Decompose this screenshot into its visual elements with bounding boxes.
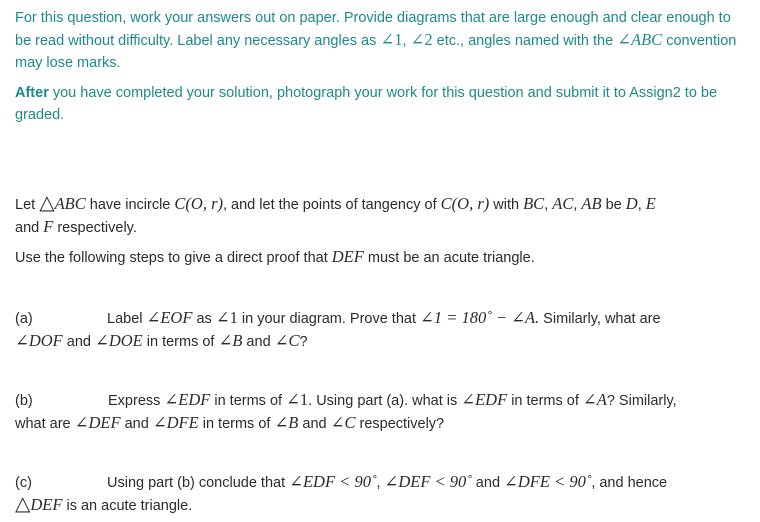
math-c: ∠C [330, 413, 356, 432]
text: and [298, 416, 331, 432]
instructions-paragraph [15, 7, 747, 74]
part-b-label: (b) [15, 393, 33, 409]
instruction-text: convention may lose marks. [15, 33, 737, 71]
math-f: F [43, 217, 54, 236]
math-edf: ∠EDF [164, 390, 211, 409]
text: , [376, 475, 385, 491]
part-c-label: (c) [15, 475, 32, 491]
math-d: D [625, 194, 638, 213]
problem-instruction [15, 246, 747, 269]
text: and [471, 475, 505, 491]
separator: , [402, 33, 411, 49]
text: respectively. [53, 220, 137, 236]
text: Use the following steps to give a direct proof that [15, 250, 332, 266]
text: in terms of [210, 393, 287, 409]
math-equation: ∠1 = 180˚ − ∠A. [420, 308, 540, 327]
text: Express [108, 393, 165, 409]
math-dof: ∠DOF [15, 331, 63, 350]
math-eof: ∠EOF [146, 308, 193, 327]
math-dfe: ∠DFE [152, 413, 199, 432]
text: , [544, 197, 553, 213]
submission-paragraph [15, 82, 747, 126]
text: be [601, 197, 626, 213]
math-b: ∠B [218, 331, 243, 350]
text: as [192, 311, 216, 327]
math-circle: C(O, r) [440, 194, 490, 213]
math-def: ∠DEF [74, 413, 121, 432]
text: , [637, 197, 646, 213]
part-b [15, 389, 747, 435]
part-c [15, 471, 747, 517]
text: Label [107, 311, 147, 327]
text: in terms of [142, 334, 219, 350]
part-a [15, 307, 747, 353]
math-doe: ∠DOE [95, 331, 143, 350]
angle-2-label: ∠2 [410, 30, 433, 49]
math-def: DEF [331, 247, 364, 266]
math-ac: AC [552, 194, 574, 213]
math-edf: ∠EDF [461, 390, 508, 409]
problem-statement [15, 193, 747, 239]
instruction-text: For this question, work your answers out on paper. Provide diagrams that are large enough and clear enough to be read without difficulty. Label any necessary angles as [15, 10, 731, 49]
text: and [120, 416, 153, 432]
text: Similarly, what are [539, 311, 661, 327]
instruction-text: etc., angles named with the [432, 33, 618, 49]
triangle-icon: △ [15, 493, 31, 515]
math-b: ∠B [274, 413, 299, 432]
math-ab: AB [581, 194, 602, 213]
submission-text: you have completed your solution, photograph your work for this question and submit it to Assign2 to be graded. [15, 85, 718, 123]
text: in terms of [507, 393, 583, 409]
text: , and hence [591, 475, 668, 491]
text: and [15, 220, 44, 236]
math-def: DEF [30, 495, 63, 514]
text: Using part (b) conclude that [107, 475, 290, 491]
after-bold: After [15, 85, 49, 101]
text: with [489, 197, 524, 213]
part-a-label: (a) [15, 311, 33, 327]
text: ? [299, 334, 308, 350]
text: Let [15, 197, 40, 213]
text: what are [15, 416, 75, 432]
math-inequality: ∠DEF < 90˚ [384, 472, 472, 491]
math-circle: C(O, r) [174, 194, 223, 213]
math-inequality: ∠DFE < 90˚ [504, 472, 592, 491]
triangle-icon: △ [39, 192, 55, 214]
text: is an acute triangle. [62, 498, 193, 514]
math-angle-1: ∠1 [286, 390, 309, 409]
text: . Using part (a). what is [308, 393, 462, 409]
math-abc: ABC [54, 194, 86, 213]
math-c: ∠C [274, 331, 300, 350]
angle-1-label: ∠1 [380, 30, 403, 49]
text: respectively? [355, 416, 445, 432]
text: have incircle [85, 197, 175, 213]
text: ? Similarly, [606, 393, 677, 409]
math-angle-1: ∠1 [215, 308, 238, 327]
text: and [62, 334, 95, 350]
text: and [242, 334, 275, 350]
math-e: E [645, 194, 656, 213]
text: , and let the points of tangency of [223, 197, 441, 213]
text: in terms of [198, 416, 275, 432]
math-bc: BC [523, 194, 545, 213]
text: , [573, 197, 582, 213]
angle-abc-label: ∠ABC [617, 30, 663, 49]
text: must be an acute triangle. [363, 250, 535, 266]
math-a: ∠A [582, 390, 607, 409]
math-inequality: ∠EDF < 90˚ [289, 472, 377, 491]
text: in your diagram. Prove that [237, 311, 421, 327]
